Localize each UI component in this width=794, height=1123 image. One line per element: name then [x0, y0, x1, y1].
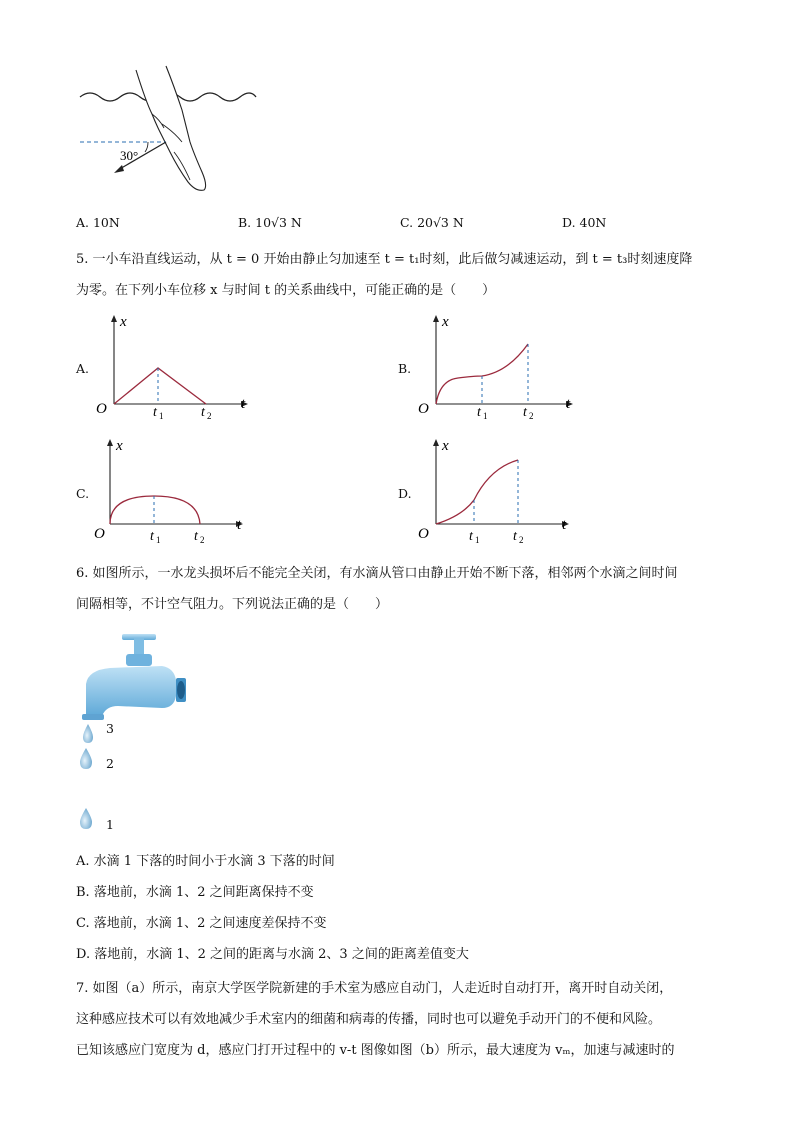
curve: [436, 460, 518, 524]
q5-graph-a: [96, 310, 256, 420]
q5-graph-d: [418, 434, 583, 546]
svg-text:2: 2: [207, 411, 212, 420]
q5-graph-b: [418, 310, 583, 422]
svg-text:t: t: [566, 396, 571, 412]
faucet-icon: [82, 634, 186, 720]
svg-text:t: t: [469, 529, 473, 544]
svg-text:t: t: [477, 405, 481, 420]
angle-label: 30°: [120, 148, 139, 163]
water-drop-icon: [80, 808, 92, 829]
q5-graph-d-label: D.: [398, 486, 412, 501]
q5-stem-line2: 为零。在下列小车位移 x 与时间 t 的关系曲线中，可能正确的是（ ）: [76, 283, 496, 298]
q4-option-d: D. 40N: [562, 215, 607, 230]
q7-stem-line3: 已知该感应门宽度为 d，感应门打开过程中的 v-t 图像如图（b）所示，最大速度为 vₘ，加速与减速时的: [76, 1043, 675, 1058]
svg-text:x: x: [442, 438, 449, 454]
svg-text:t: t: [237, 517, 242, 533]
svg-text:t: t: [201, 405, 205, 420]
q7-stem-line2: 这种感应技术可以有效地减少手术室内的细菌和病毒的传播，同时也可以避免手动开门的不便和风险。: [76, 1012, 662, 1027]
svg-text:1: 1: [483, 411, 488, 421]
svg-text:O: O: [418, 401, 429, 417]
q6-stem-line2: 间隔相等，不计空气阻力。下列说法正确的是（ ）: [76, 597, 389, 612]
svg-text:t: t: [194, 529, 198, 544]
q4-option-c: C. 20√3 N: [400, 215, 464, 230]
svg-text:1: 1: [475, 535, 480, 545]
drop-label-3: 3: [106, 721, 114, 736]
q6-stem-line1: 6. 如图所示，一水龙头损坏后不能完全关闭，有水滴从管口由静止开始不断下落，相邻两个水滴之间时间: [76, 566, 678, 581]
svg-text:t: t: [562, 517, 567, 533]
svg-text:x: x: [120, 314, 127, 330]
svg-text:t: t: [513, 529, 517, 544]
water-drop-icon: [83, 724, 93, 743]
svg-text:1: 1: [159, 411, 164, 420]
water-drop-icon: [80, 748, 92, 769]
q4-option-a: A. 10N: [76, 215, 120, 230]
svg-text:t: t: [153, 405, 157, 420]
q6-option-a: A. 水滴 1 下落的时间小于水滴 3 下落的时间: [76, 854, 335, 869]
svg-text:O: O: [96, 401, 107, 417]
curve: [110, 496, 200, 524]
q5-graph-a-label: A.: [76, 361, 90, 376]
hand-outline: [136, 66, 206, 190]
svg-text:O: O: [94, 526, 105, 542]
q5-graph-b-label: B.: [398, 361, 412, 376]
drop-label-1: 1: [106, 817, 114, 832]
svg-text:1: 1: [156, 535, 161, 545]
svg-text:t: t: [150, 529, 154, 544]
force-arrowhead: [114, 165, 124, 173]
q4-option-b: B. 10√3 N: [238, 215, 302, 230]
q7-stem-line1: 7. 如图（a）所示，南京大学医学院新建的手术室为感应自动门，人走近时自动打开，离开时自动关闭，: [76, 981, 673, 996]
svg-text:2: 2: [200, 535, 205, 545]
q6-option-c: C. 落地前，水滴 1、2 之间速度差保持不变: [76, 916, 327, 931]
q5-stem-line1: 5. 一小车沿直线运动，从 t = 0 开始由静止匀加速至 t = t₁时刻，此后做匀减速运动，到 t = t₃时刻速度降: [76, 252, 693, 267]
curve: [114, 368, 206, 404]
faucet-figure: [76, 630, 196, 840]
svg-text:2: 2: [529, 411, 534, 421]
svg-text:t: t: [241, 396, 246, 412]
angle-arc: [145, 142, 148, 152]
svg-text:2: 2: [519, 535, 524, 545]
svg-text:O: O: [418, 526, 429, 542]
drop-label-2: 2: [106, 756, 114, 771]
q4-figure: [78, 62, 268, 202]
svg-text:x: x: [116, 438, 123, 454]
q5-graph-c: [94, 434, 254, 546]
svg-text:t: t: [523, 405, 527, 420]
q5-graph-c-label: C.: [76, 486, 90, 501]
q6-option-d: D. 落地前，水滴 1、2 之间的距离与水滴 2、3 之间的距离差值变大: [76, 947, 469, 962]
q6-option-b: B. 落地前，水滴 1、2 之间距离保持不变: [76, 885, 314, 900]
svg-text:x: x: [442, 314, 449, 330]
